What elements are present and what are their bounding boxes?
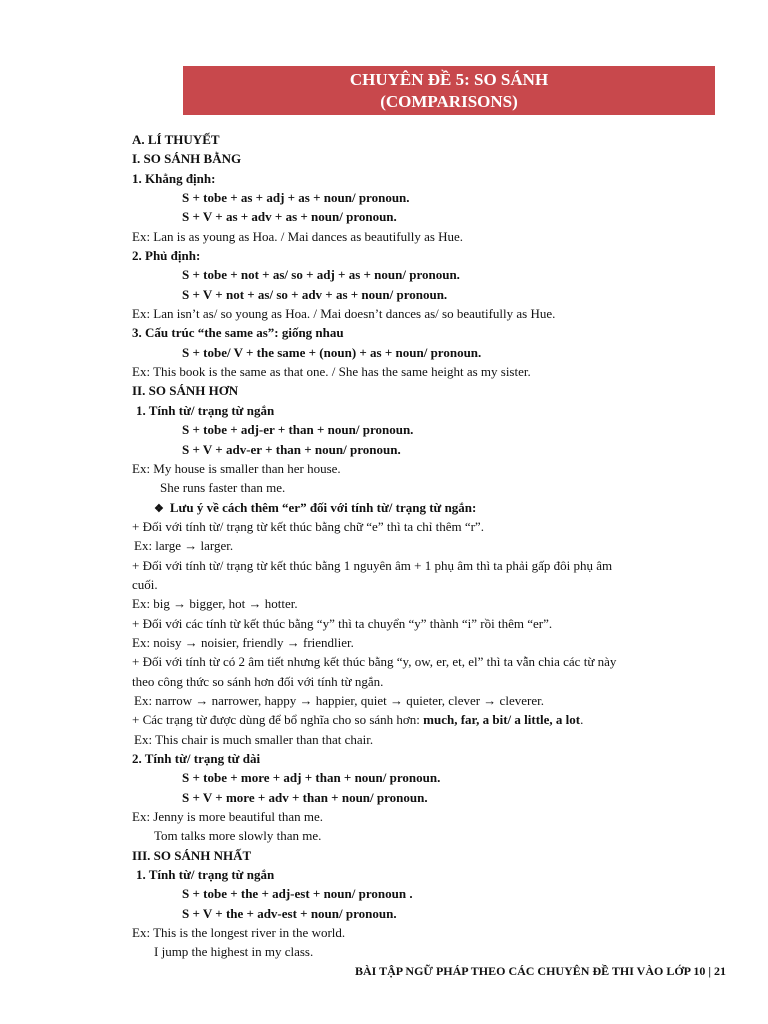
example-line: Ex: This chair is much smaller than that chair. bbox=[134, 731, 374, 747]
rule-line-bold: much, far, a bit/ a little, a lot bbox=[423, 712, 581, 728]
example-line: Ex: noisy → noisier, friendly → friendlier. bbox=[132, 634, 354, 650]
rule-line: + Đối với tính từ có 2 âm tiết nhưng kết thúc bằng “y, ow, er, et, el” thì ta vẫn chia các từ này bbox=[132, 654, 617, 670]
example-line: Ex: This book is the same as that one. / She has the same height as my sister. bbox=[132, 364, 531, 380]
section-heading: II. SO SÁNH HƠN bbox=[132, 383, 239, 399]
chapter-subtitle: (COMPARISONS) bbox=[380, 92, 518, 111]
example-line: Ex: Jenny is more beautiful than me. bbox=[132, 809, 323, 825]
example-line: Tom talks more slowly than me. bbox=[154, 828, 322, 844]
example-line: Ex: Lan is as young as Hoa. / Mai dances as beautifully as Hue. bbox=[132, 228, 464, 244]
note-heading-text: Lưu ý về cách thêm “er” đối với tính từ/ trạng từ ngắn: bbox=[169, 499, 477, 515]
subsection-heading: 1. Tính từ/ trạng từ ngắn bbox=[136, 402, 275, 418]
diamond-bullet-icon: ❖ bbox=[154, 502, 164, 515]
formula-line: S + tobe + adj-er + than + noun/ pronoun. bbox=[182, 422, 414, 438]
section-heading: III. SO SÁNH NHẤT bbox=[132, 847, 252, 863]
formula-line: S + tobe + the + adj-est + noun/ pronoun . bbox=[182, 886, 413, 902]
document-body bbox=[132, 130, 732, 962]
example-line: Ex: large → larger. bbox=[134, 538, 234, 554]
subsection-heading: 3. Cấu trúc “the same as”: giống nhau bbox=[132, 325, 344, 341]
example-line: Ex: My house is smaller than her house. bbox=[132, 460, 341, 476]
example-line: She runs faster than me. bbox=[160, 480, 286, 496]
formula-line: S + V + adv-er + than + noun/ pronoun. bbox=[182, 441, 401, 457]
note-heading bbox=[132, 498, 732, 517]
rule-line: theo công thức so sánh hơn đối với tính từ ngắn. bbox=[132, 673, 384, 689]
formula-line: S + V + not + as/ so + adv + as + noun/ pronoun. bbox=[182, 286, 448, 302]
subsection-heading: 1. Tính từ/ trạng từ ngắn bbox=[136, 867, 275, 883]
formula-line: S + tobe/ V + the same + (noun) + as + noun/ pronoun. bbox=[182, 344, 482, 360]
example-line: I jump the highest in my class. bbox=[154, 944, 314, 960]
formula-line: S + V + more + adv + than + noun/ pronoun. bbox=[182, 789, 428, 805]
example-line: Ex: narrow → narrower, happy → happier, quiet → quieter, clever → cleverer. bbox=[134, 692, 544, 708]
example-line: Ex: big → bigger, hot → hotter. bbox=[132, 596, 298, 612]
section-heading: A. LÍ THUYẾT bbox=[132, 132, 220, 147]
rule-line bbox=[132, 710, 732, 729]
subsection-heading: 1. Khẳng định: bbox=[132, 170, 216, 186]
rule-line-text: + Các trạng từ được dùng để bổ nghĩa cho so sánh hơn: bbox=[132, 712, 424, 728]
formula-line: S + V + as + adv + as + noun/ pronoun. bbox=[182, 209, 397, 225]
formula-line: S + tobe + more + adj + than + noun/ pronoun. bbox=[182, 770, 441, 786]
rule-line: + Đối với tính từ/ trạng từ kết thúc bằng chữ “e” thì ta chỉ thêm “r”. bbox=[132, 518, 484, 534]
formula-line: S + tobe + as + adj + as + noun/ pronoun. bbox=[182, 190, 410, 206]
rule-line-end: . bbox=[580, 712, 584, 728]
chapter-title: CHUYÊN ĐỀ 5: SO SÁNH bbox=[349, 70, 549, 89]
rule-line: + Đối với tính từ/ trạng từ kết thúc bằng 1 nguyên âm + 1 phụ âm thì ta phải gấp đôi phụ âm bbox=[132, 557, 613, 573]
example-line: Ex: This is the longest river in the world. bbox=[132, 925, 346, 941]
formula-line: S + V + the + adv-est + noun/ pronoun. bbox=[182, 905, 397, 921]
rule-line: cuối. bbox=[132, 576, 158, 592]
section-heading: I. SO SÁNH BẰNG bbox=[132, 151, 242, 167]
chapter-title-banner bbox=[183, 66, 715, 115]
formula-line: S + tobe + not + as/ so + adj + as + noun/ pronoun. bbox=[182, 267, 460, 283]
rule-line: + Đối với các tính từ kết thúc bằng “y” thì ta chuyển “y” thành “i” rồi thêm “er”. bbox=[132, 615, 553, 631]
page-footer: BÀI TẬP NGỮ PHÁP THEO CÁC CHUYÊN ĐỀ THI VÀO LỚP 10 | 21 bbox=[354, 964, 726, 978]
example-line: Ex: Lan isn’t as/ so young as Hoa. / Mai doesn’t dances as/ so beautifully as Hue. bbox=[132, 306, 556, 322]
subsection-heading: 2. Phủ định: bbox=[132, 248, 201, 264]
subsection-heading: 2. Tính từ/ trạng từ dài bbox=[132, 751, 261, 766]
